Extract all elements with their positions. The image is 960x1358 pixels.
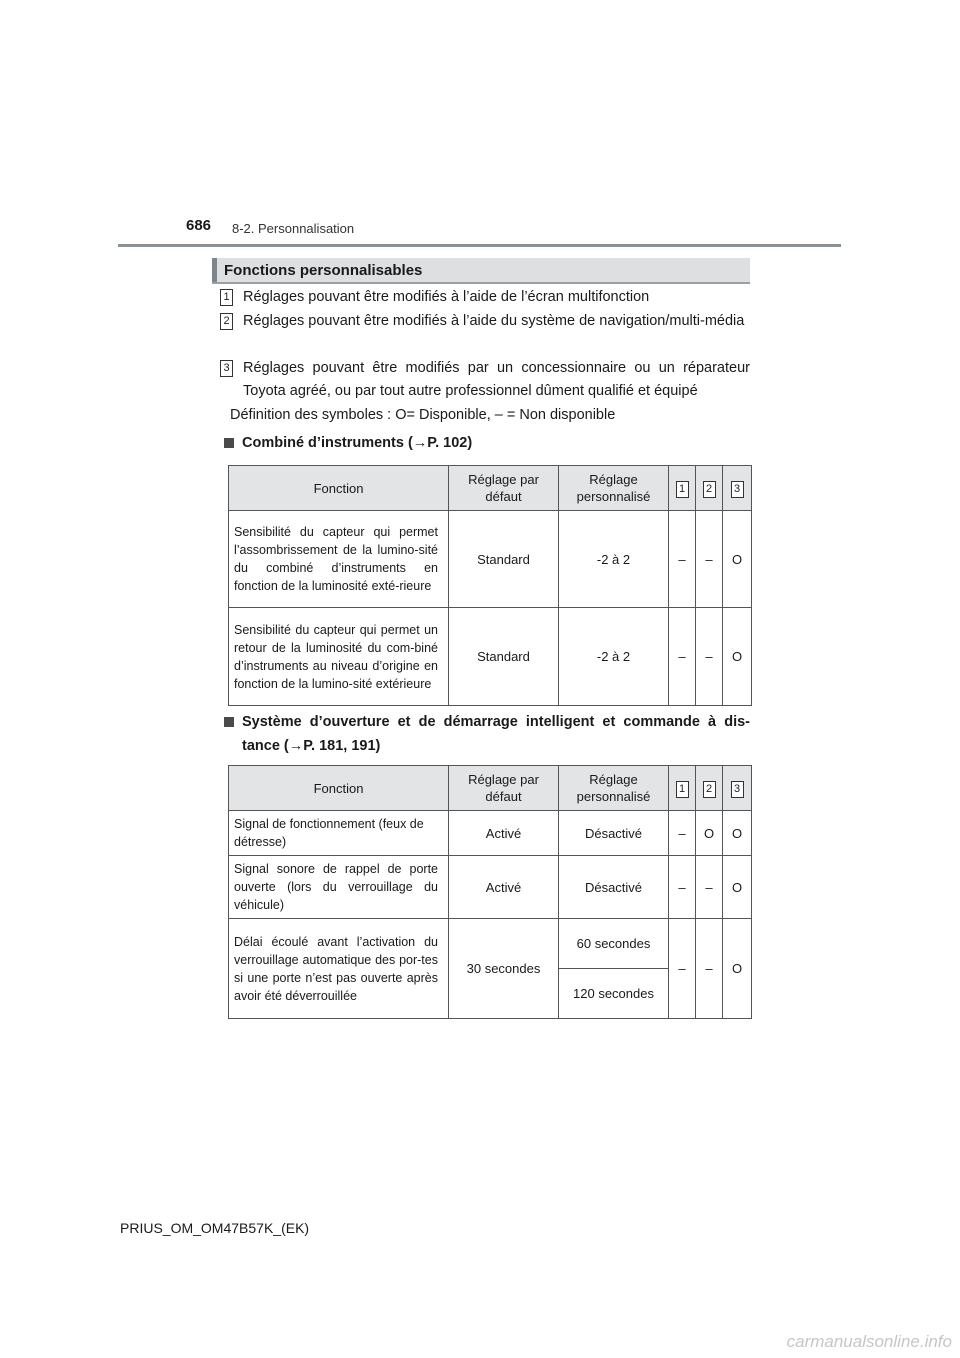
number-box: 2 [703,481,716,498]
cell-fonction: Sensibilité du capteur qui permet l’assombrissement de la lumino-sité du combiné d’instruments en fonction de la luminosité exté-rieure [229,511,449,608]
cell-default: Standard [449,511,559,608]
instrument-cluster-table [228,465,752,706]
cell-custom: -2 à 2 [559,511,669,608]
table-row [229,811,752,856]
cell-custom-option-2: 120 secondes [559,969,669,1019]
cell-col-3: O [723,919,752,1019]
cell-fonction: Sensibilité du capteur qui permet un retour de la luminosité du com-biné d’instruments au niveau d’origine en fonction de la lumino-sité extérieure [229,608,449,706]
cell-col-2: – [696,919,723,1019]
cell-fonction: Signal sonore de rappel de porte ouverte (lors du verrouillage du véhicule) [229,856,449,919]
header-fonction: Fonction [229,466,449,511]
number-box: 3 [731,781,744,798]
header-default: Réglage par défaut [449,466,559,511]
cell-col-3: O [723,811,752,856]
header-col-1 [669,466,696,511]
legend-text: Réglages pouvant être modifiés à l’aide du système de navigation/multi-média [243,313,745,329]
symbol-definition: Définition des symboles : O= Disponible, – = Non disponible [230,407,616,423]
cell-custom: -2 à 2 [559,608,669,706]
cell-default: 30 secondes [449,919,559,1019]
header-col-1 [669,766,696,811]
smart-entry-table [228,765,752,1019]
number-box: 2 [703,781,716,798]
legend-item-1 [220,286,750,309]
header-fonction: Fonction [229,766,449,811]
cell-col-1: – [669,856,696,919]
cell-col-2: – [696,511,723,608]
square-bullet-icon [224,717,234,727]
header-custom: Réglage personnalisé [559,466,669,511]
number-box: 3 [731,481,744,498]
cell-col-1: – [669,919,696,1019]
header-default: Réglage par défaut [449,766,559,811]
cell-col-3: O [723,608,752,706]
section-heading [212,258,750,284]
heading-accent [212,258,217,282]
cell-col-2: O [696,811,723,856]
subsection-title: Système d’ouverture et de démarrage intelligent et commande à dis-tance (→P. 181, 191) [242,714,750,754]
subsection-instrument-cluster [224,431,750,455]
cell-col-1: – [669,811,696,856]
section-heading-title: Fonctions personnalisables [224,262,423,279]
cell-custom: Désactivé [559,811,669,856]
cell-fonction: Délai écoulé avant l’activation du verrouillage automatique des por-tes si une porte n’est pas ouverte après avoir été déverrouillée [229,919,449,1019]
legend-item-2 [220,310,750,333]
watermark: carmanualsonline.info [786,1332,952,1351]
table-header-row [229,766,752,811]
number-box: 1 [676,781,689,798]
cell-default: Activé [449,811,559,856]
table-row [229,856,752,919]
table-row [229,511,752,608]
legend-text: Réglages pouvant être modifiés par un concessionnaire ou un réparateur Toyota agréé, ou par tout autre professionnel dûment qualifié et équipé [243,360,750,399]
document-code: PRIUS_OM_OM47B57K_(EK) [120,1220,310,1236]
cell-default: Activé [449,856,559,919]
cell-col-3: O [723,856,752,919]
number-box: 3 [220,360,233,377]
cell-col-1: – [669,608,696,706]
square-bullet-icon [224,438,234,448]
header-custom: Réglage personnalisé [559,766,669,811]
cell-custom-option-1: 60 secondes [559,919,669,969]
legend-text: Réglages pouvant être modifiés à l’aide de l’écran multifonction [243,289,650,305]
header-col-3 [723,766,752,811]
page-number: 686 [186,217,212,234]
cell-col-3: O [723,511,752,608]
number-box: 2 [220,313,233,330]
subsection-title: Combiné d’instruments (→P. 102) [242,435,473,451]
table-row [229,608,752,706]
subsection-smart-entry [224,710,750,758]
cell-custom: Désactivé [559,856,669,919]
cell-col-2: – [696,856,723,919]
cell-col-1: – [669,511,696,608]
header-col-2 [696,466,723,511]
table-header-row [229,466,752,511]
table-row [229,919,752,969]
legend-item-3 [220,357,750,403]
cell-fonction: Signal de fonctionnement (feux de détresse) [229,811,449,856]
cell-col-2: – [696,608,723,706]
number-box: 1 [220,289,233,306]
header-col-2 [696,766,723,811]
number-box: 1 [676,481,689,498]
cell-default: Standard [449,608,559,706]
header-divider [118,244,841,247]
header-col-3 [723,466,752,511]
section-label: 8-2. Personnalisation [232,221,355,236]
